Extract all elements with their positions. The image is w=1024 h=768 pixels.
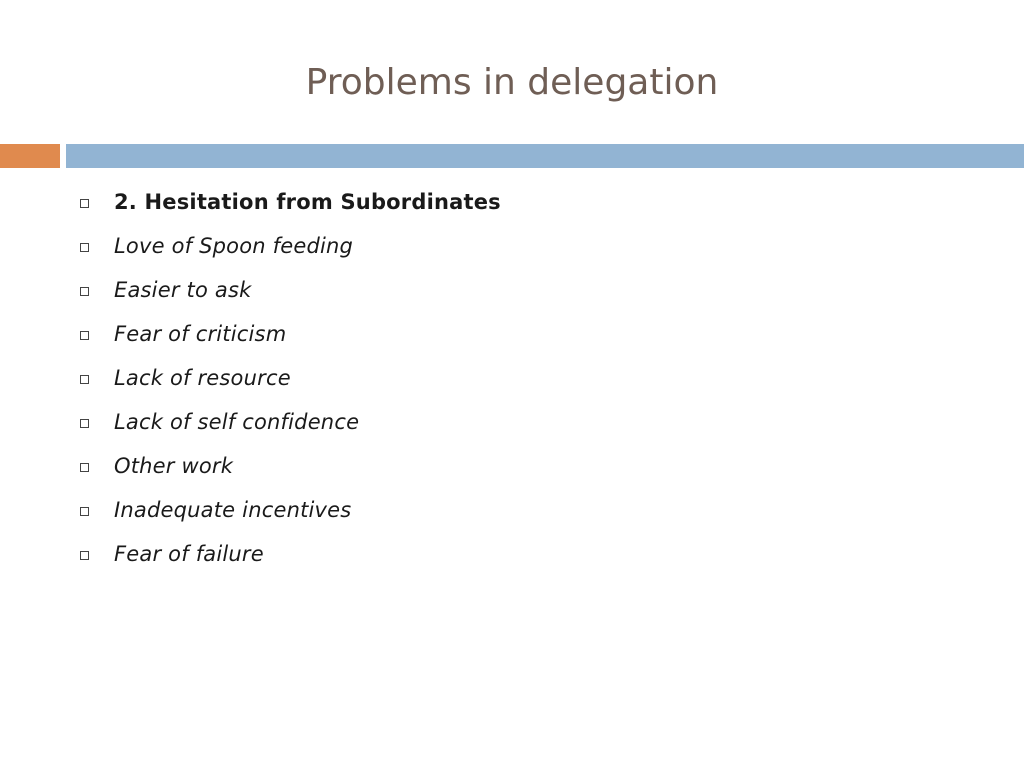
bullet-item bbox=[80, 400, 980, 444]
bullet-item bbox=[80, 488, 980, 532]
bullet-list bbox=[80, 180, 980, 576]
bullet-item bbox=[80, 224, 980, 268]
bullet-item bbox=[80, 356, 980, 400]
accent-bar-orange bbox=[0, 144, 60, 168]
bullet-item bbox=[80, 268, 980, 312]
hollow-square-bullet-icon bbox=[80, 331, 89, 340]
hollow-square-bullet-icon bbox=[80, 243, 89, 252]
hollow-square-bullet-icon bbox=[80, 419, 89, 428]
bullet-text: Easier to ask bbox=[114, 278, 252, 302]
hollow-square-bullet-icon bbox=[80, 287, 89, 296]
bullet-text: Lack of self confidence bbox=[114, 410, 360, 434]
bullet-item bbox=[80, 312, 980, 356]
bullet-text: Love of Spoon feeding bbox=[114, 234, 354, 258]
slide-title: Problems in delegation bbox=[305, 62, 719, 103]
bullet-item bbox=[80, 532, 980, 576]
bullet-text: 2. Hesitation from Subordinates bbox=[114, 190, 501, 214]
hollow-square-bullet-icon bbox=[80, 199, 89, 208]
bullet-text: Inadequate incentives bbox=[114, 498, 352, 522]
bullet-text: Fear of criticism bbox=[114, 322, 287, 346]
hollow-square-bullet-icon bbox=[80, 551, 89, 560]
bullet-item bbox=[80, 444, 980, 488]
accent-bar-blue bbox=[66, 144, 1024, 168]
hollow-square-bullet-icon bbox=[80, 375, 89, 384]
bullet-text: Other work bbox=[114, 454, 234, 478]
bullet-text: Lack of resource bbox=[114, 366, 291, 390]
hollow-square-bullet-icon bbox=[80, 463, 89, 472]
hollow-square-bullet-icon bbox=[80, 507, 89, 516]
bullet-item-heading bbox=[80, 180, 980, 224]
bullet-text: Fear of failure bbox=[114, 542, 264, 566]
